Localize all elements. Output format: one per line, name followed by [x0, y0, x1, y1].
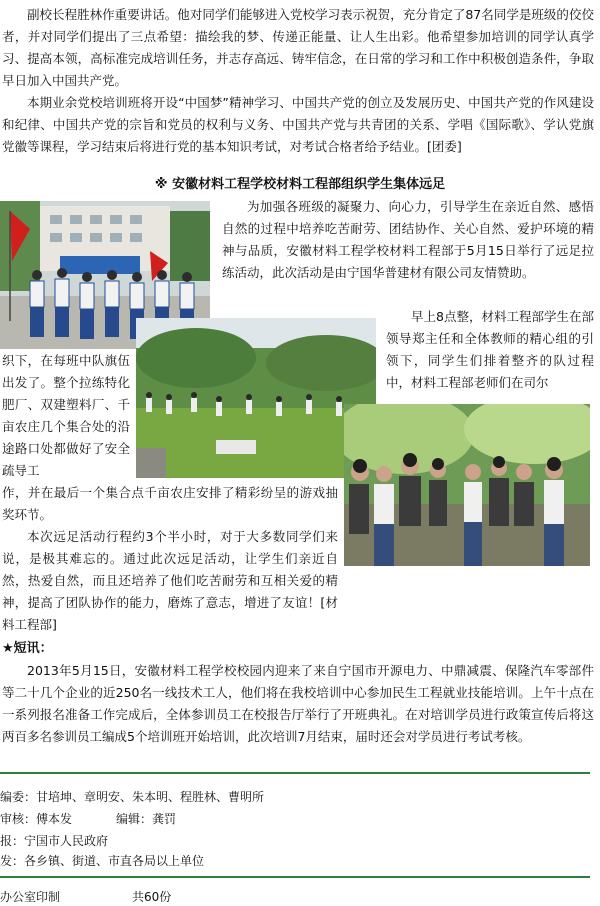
- footer-distribute-to: 发：各乡镇、街道、市直各局以上单位: [0, 854, 205, 868]
- article-paragraph-3-text: 本次远足活动行程约3个半小时，对于大多数同学们来说，是极其难忘的。通过此次远足活动，让学生们亲近自然，热爱自然，而且还培养了他们吃苦耐劳和互相关爱的精神，提高了团队协作的能力，磨炼了意志，增进了友谊！[材料工程部]: [2, 529, 338, 632]
- photo-group-in-woods: [344, 404, 590, 566]
- footer-editor: 编辑：龚罚: [116, 812, 177, 826]
- brief-heading: ★短讯：: [2, 641, 53, 656]
- article-paragraph-3: [2, 526, 338, 636]
- footer-report-to: 报：宁国市人民政府: [0, 834, 109, 848]
- photo-field-gathering: [136, 318, 376, 478]
- intro-paragraph-2: 本期业余党校培训班将开设“中国梦”精神学习、中国共产党的创立及发展历史、中国共产党的作风建设和纪律、中国共产党的宗旨和党员的权利与义务、中国共产党与共青团的关系、学唱《国际歌》、学认党旗党徽等课程，学习结束后将进行党的基本知识考试，对考试合格者给予结业。[团委]: [2, 95, 594, 154]
- article-paragraph-2-right: 早上8点整，材料工程部学生在部领导郑主任和全体教师的精心组的引领下，同学生们排着整齐的队过程中，材料工程部老师们在司尔: [386, 309, 594, 390]
- footer-rule-top: [0, 772, 590, 774]
- article-title: ※ 安徽材料工程学校材料工程部组织学生集体远足: [154, 177, 446, 192]
- footer-rule-bottom: [0, 876, 590, 878]
- footer-editors: 编委：甘培坤、章明安、朱本明、程胜林、曹明所: [0, 790, 265, 804]
- footer-printed-by: 办公室印制: [0, 890, 61, 904]
- article-paragraph-2-tail: 作，并在最后一个集合点千亩农庄安排了精彩纷呈的游戏抽奖环节。: [2, 485, 338, 522]
- intro-paragraph-1: 副校长程胜林作重要讲话。他对同学们能够进入党校学习表示祝贺，充分肯定了87名同学是班级的佼佼者，并对同学们提出了三点希望：描绘我的梦、传递正能量、让人生出彩。他希望参加培训的同学认真学习、提高本领，高标准完成培训任务，并志存高远、铸牢信念，在日常的学习和工作中积极创造条件，争取早日加入中国共产党。: [2, 7, 594, 88]
- footer-copies: 共60份: [132, 890, 172, 904]
- footer-reviewer: 审核：傅本发: [0, 812, 73, 826]
- article-paragraph-2-left: 织下，在每班中队旗伍出发了。整个拉练特化肥厂、双建塑料厂、千亩农庄几个集合处的沿途路口处都做好了安全疏导工: [2, 353, 130, 478]
- article-paragraph-1: 为加强各班级的凝聚力、向心力，引导学生在亲近自然、感悟自然的过程中培养吃苦耐劳、团结协作、关心自然、爱护环境的精神与品质，安徽材料工程学校材料工程部于5月15日举行了远足拉练活动，此次活动是由宁国华普建材有限公司友情赞助。: [222, 199, 594, 280]
- brief-body: 2013年5月15日，安徽材料工程学校校园内迎来了来自宁国市开源电力、中鼎减震、保隆汽车零部件等二十几个企业的近250名一线技术工人，他们将在我校培训中心参加民生工程就业技能培训。上午十点在一系列报名准备工作完成后，全体参训员工在校报告厅举行了开班典礼。在对培训学员进行政策宣传后将这两百多名参训员工编成5个培训班开始培训，此次培训7月结束，届时还会对学员进行考试考核。: [2, 663, 594, 744]
